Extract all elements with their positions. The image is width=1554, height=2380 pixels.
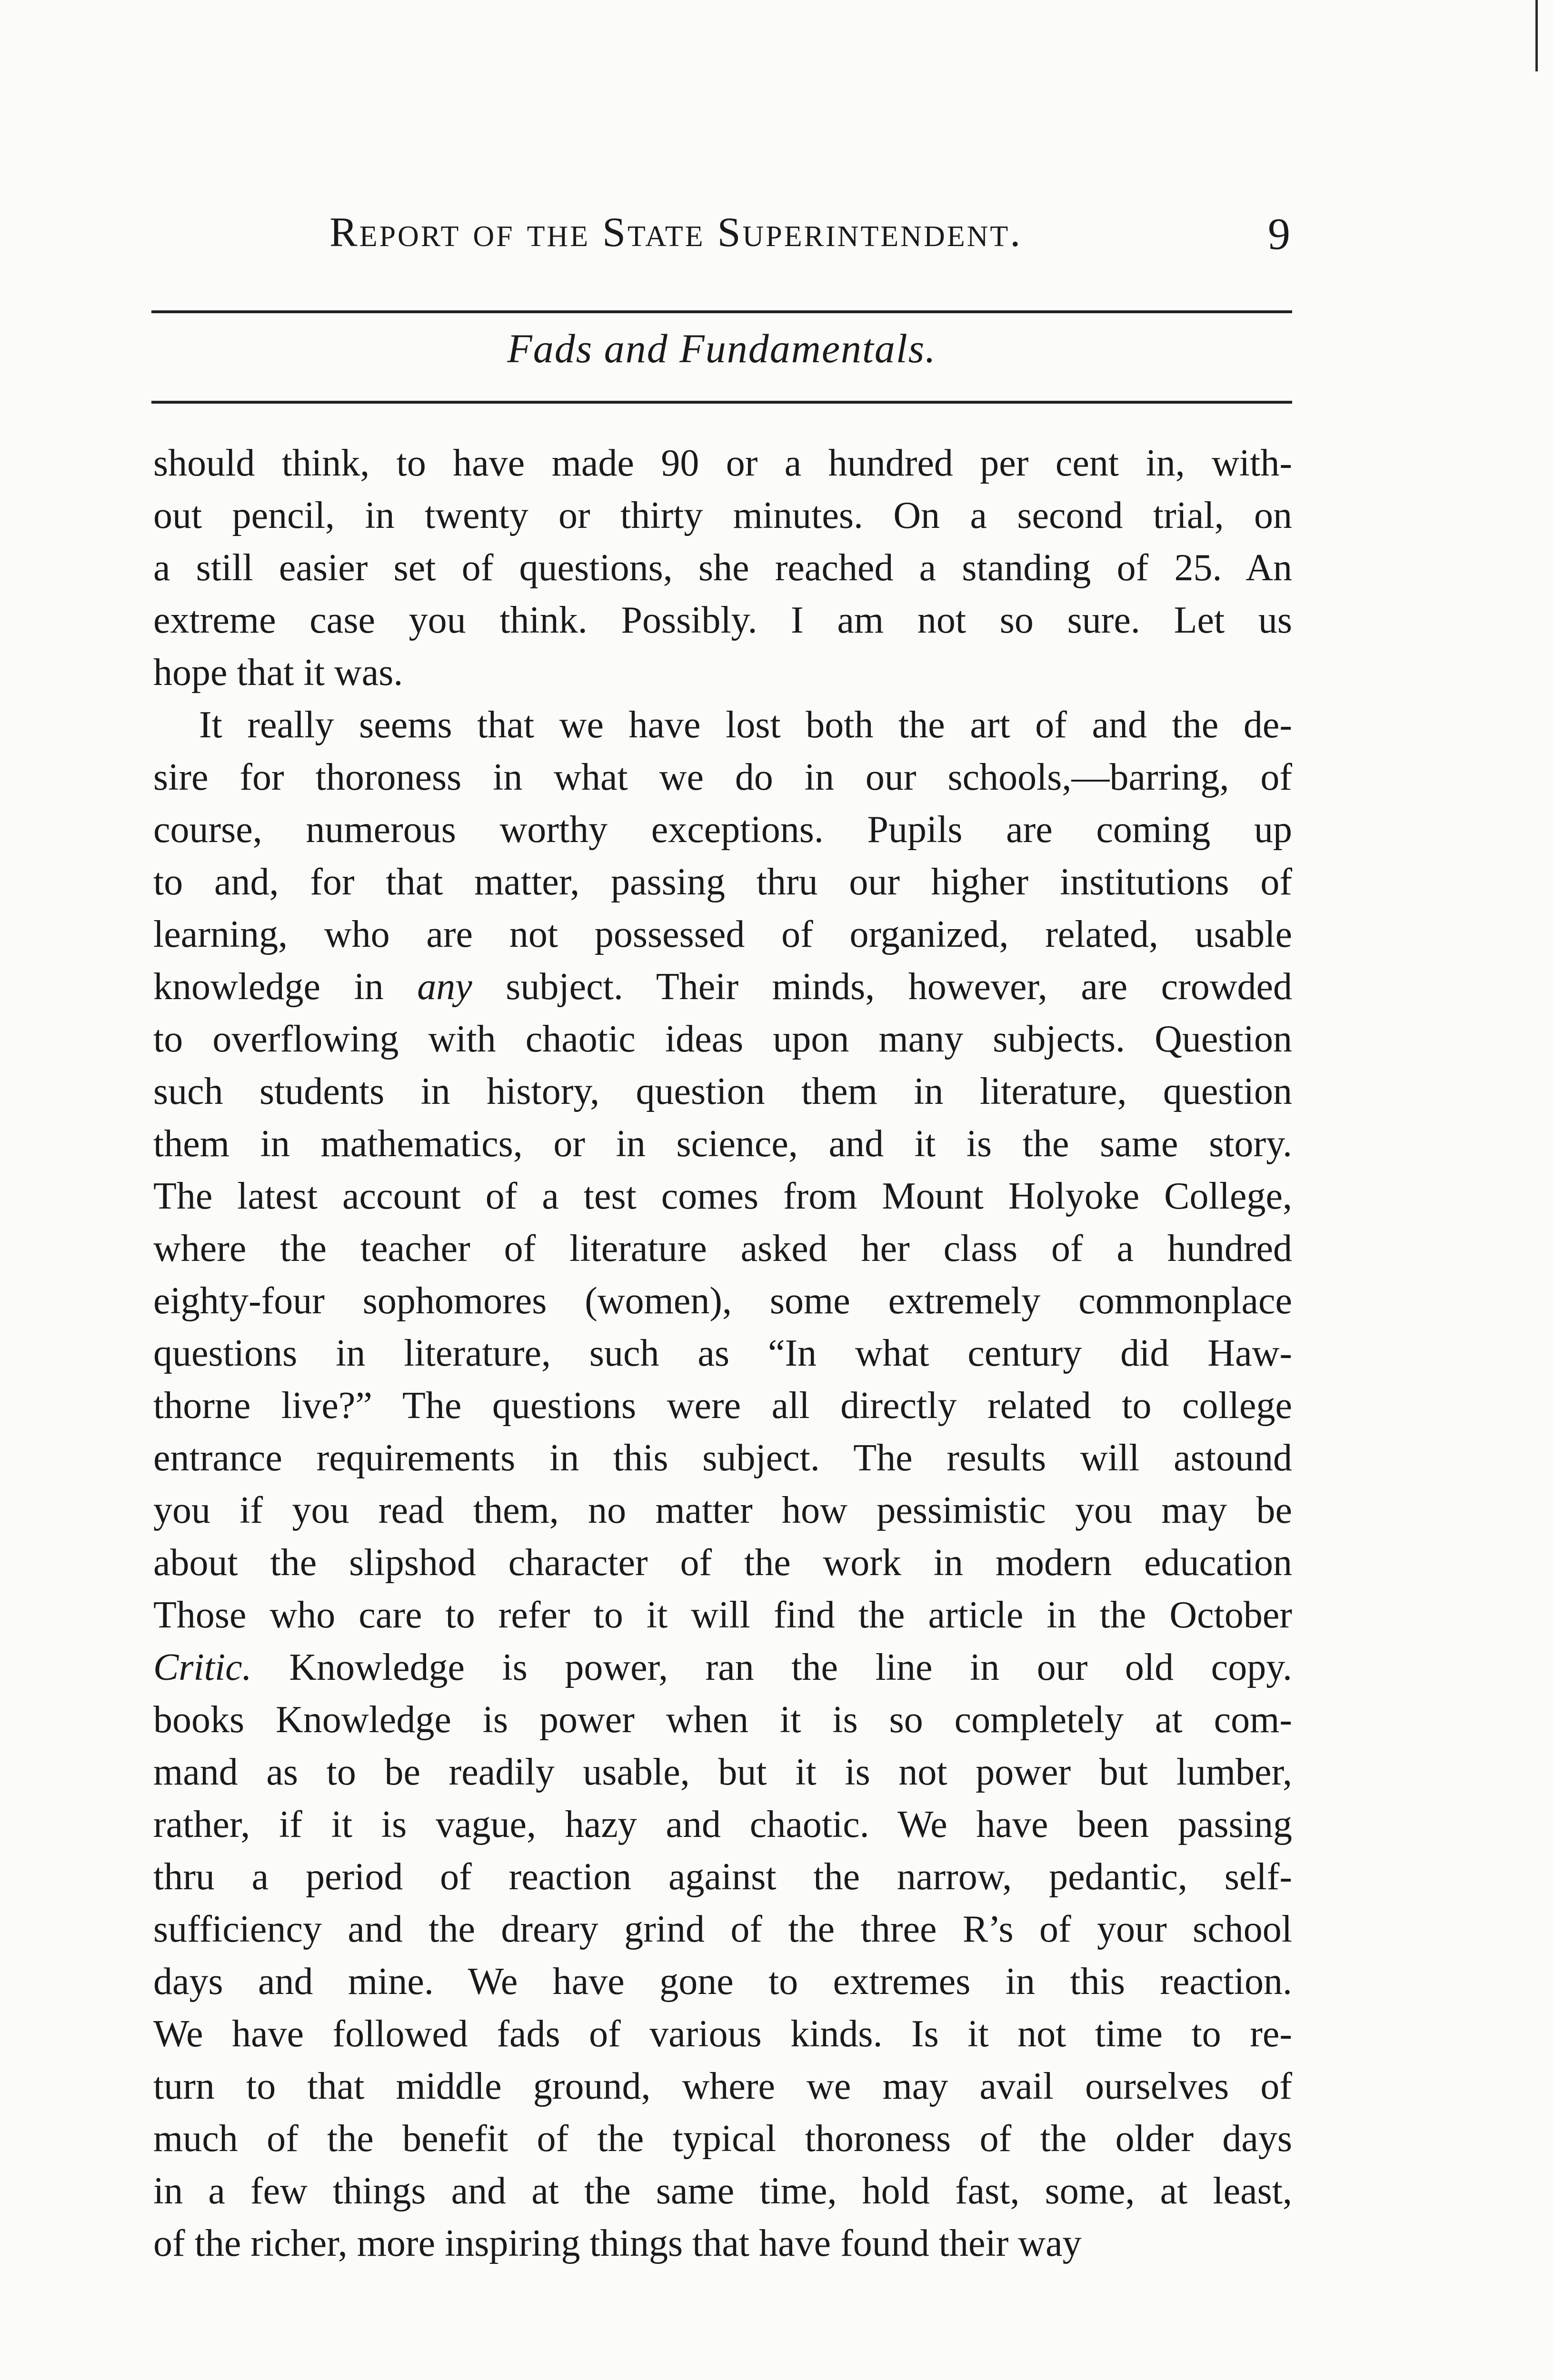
section-title: Fads and Fundamentals.	[507, 326, 936, 371]
text-line: Those who care to refer to it will find the article in the October	[153, 1594, 1292, 1636]
text-line: sufficiency and the dreary grind of the three R’s of your school	[153, 1908, 1292, 1950]
running-head	[152, 208, 1290, 266]
text-line: where the teacher of literature asked her class of a hundred	[153, 1228, 1292, 1269]
text-line: you if you read them, no matter how pessimistic you may be	[153, 1489, 1292, 1531]
text-line: of the richer, more inspiring things that have found their way	[153, 2222, 1082, 2264]
text-line: thorne live?” The questions were all directly related to college	[153, 1385, 1292, 1427]
header-rule-top	[151, 310, 1292, 313]
text-line: hope that it was.	[153, 652, 403, 694]
text-line: turn to that middle ground, where we may avail ourselves of	[153, 2065, 1292, 2107]
text-line: eighty-four sophomores (women), some extremely commonplace	[153, 1280, 1292, 1322]
text-line: about the slipshod character of the work in modern education	[153, 1542, 1292, 1584]
text-run: Knowledge is power, ran the line in our old copy.	[251, 1646, 1292, 1688]
italic-emphasis: any	[417, 966, 472, 1008]
text-line: learning, who are not possessed of organized, related, usable	[153, 913, 1292, 955]
text-line: a still easier set of questions, she reached a standing of 25. An	[153, 547, 1292, 589]
text-line: sire for thoroness in what we do in our schools,—barring, of	[153, 756, 1292, 798]
text-line: to and, for that matter, passing thru our higher institutions of	[153, 861, 1292, 903]
text-line: thru a period of reaction against the narrow, pedantic, self-	[153, 1856, 1292, 1898]
text-line: much of the benefit of the typical thoroness of the older days	[153, 2118, 1292, 2160]
text-line: The latest account of a test comes from Mount Holyoke College,	[153, 1175, 1292, 1217]
text-line: extreme case you think. Possibly. I am not so sure. Let us	[153, 599, 1292, 641]
running-title: Report of the State Superintendent.	[329, 209, 1023, 256]
text-line-mixed	[153, 961, 1292, 1013]
text-line: such students in history, question them in literature, question	[153, 1071, 1292, 1112]
text-line: days and mine. We have gone to extremes in this reaction.	[153, 1961, 1292, 2003]
text-line: rather, if it is vague, hazy and chaotic. We have been passing	[153, 1804, 1292, 1845]
text-line: books Knowledge is power when it is so completely at com-	[153, 1699, 1292, 1741]
italic-title: Critic.	[153, 1646, 252, 1688]
text-line: We have followed fads of various kinds. Is it not time to re-	[153, 2013, 1292, 2055]
body-text	[153, 437, 1292, 2270]
text-run: knowledge in	[153, 966, 418, 1008]
text-line-mixed	[153, 1641, 1292, 1694]
text-run: subject. Their minds, however, are crowded	[472, 966, 1292, 1008]
text-line: them in mathematics, or in science, and it is the same story.	[153, 1123, 1292, 1165]
text-line: mand as to be readily usable, but it is not power but lumber,	[153, 1751, 1292, 1793]
header-rule-bottom	[151, 401, 1292, 404]
text-line: course, numerous worthy exceptions. Pupils are coming up	[153, 809, 1292, 851]
text-line: questions in literature, such as “In what century did Haw-	[153, 1332, 1292, 1374]
text-line: out pencil, in twenty or thirty minutes. On a second trial, on	[153, 495, 1292, 536]
text-line: in a few things and at the same time, hold fast, some, at least,	[153, 2170, 1292, 2212]
text-line: entrance requirements in this subject. The results will astound	[153, 1437, 1292, 1479]
page-number: 9	[1268, 209, 1290, 259]
text-line: should think, to have made 90 or a hundred per cent in, with-	[153, 442, 1292, 484]
page-edge-rule	[1535, 0, 1538, 71]
text-line: to overflowing with chaotic ideas upon many subjects. Question	[153, 1018, 1292, 1060]
text-line: It really seems that we have lost both the art of and the de-	[199, 704, 1292, 746]
